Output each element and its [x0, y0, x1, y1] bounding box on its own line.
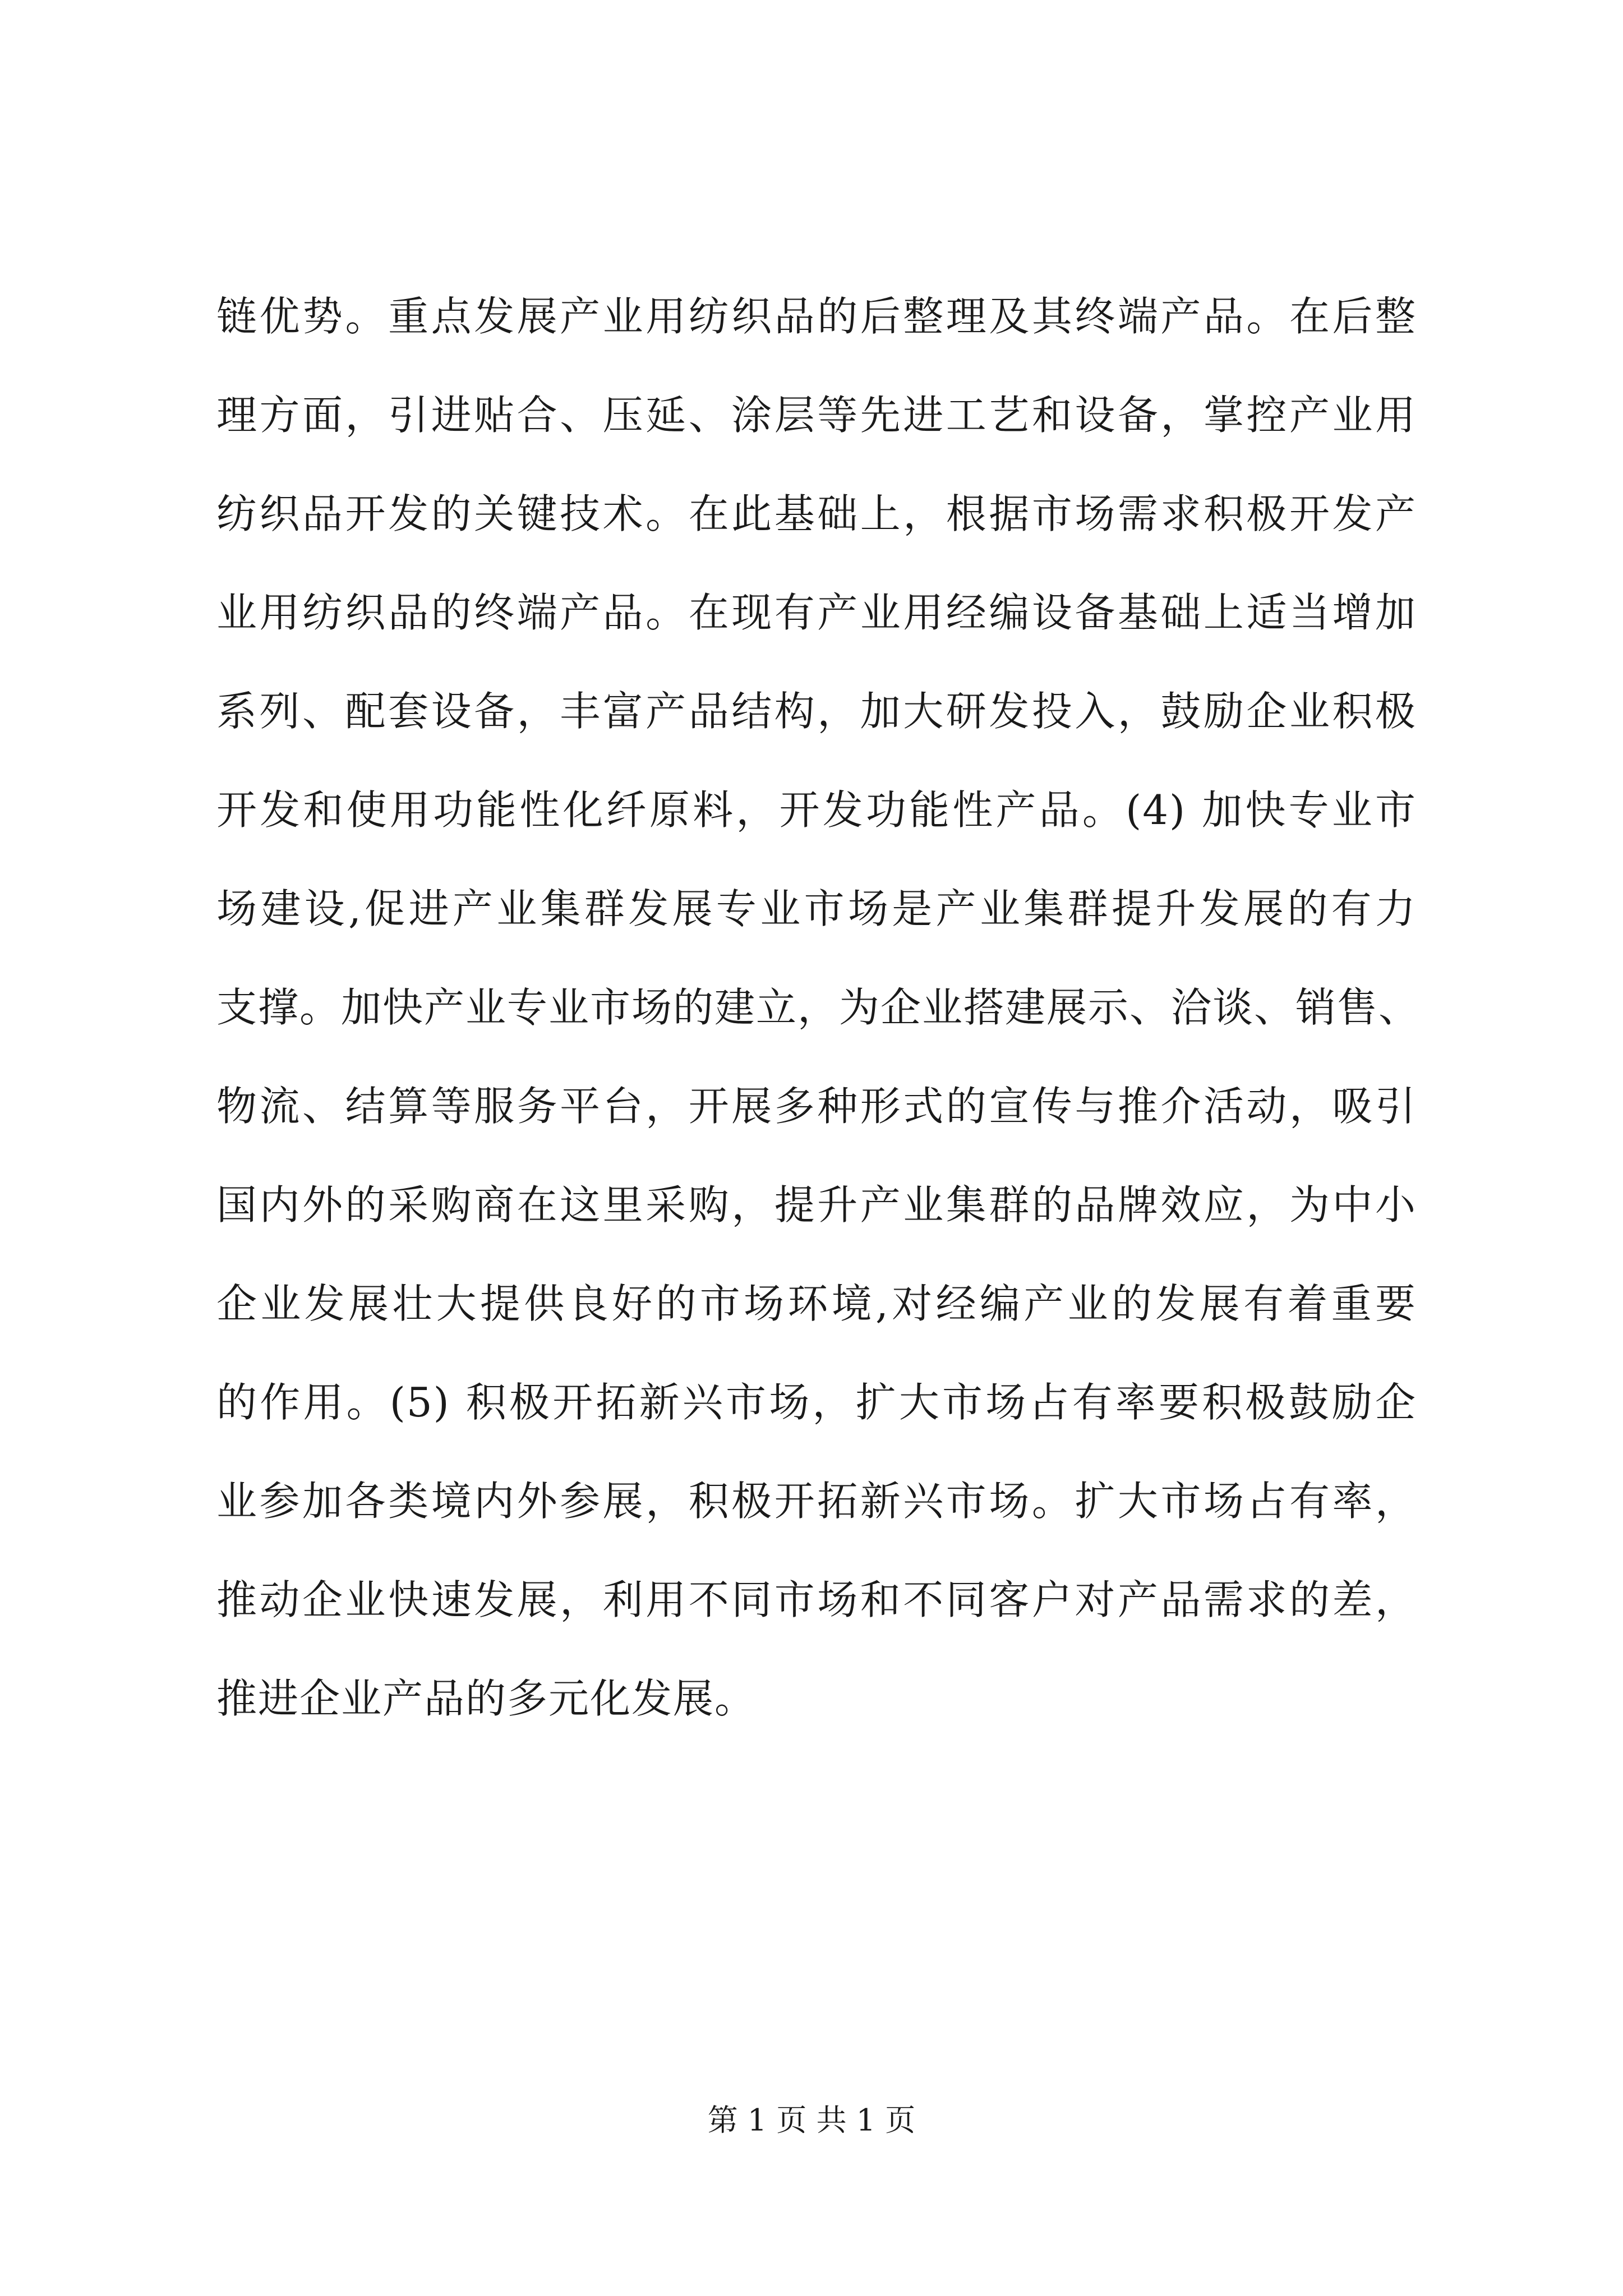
text-line-2: 理方面，引进贴合、压延、涂层等先进工艺和设备，掌控产业用 — [216, 392, 1417, 439]
text-line-10: 国内外的采购商在这里采购，提升产业集群的品牌效应，为中小 — [216, 1181, 1417, 1228]
text-line-5: 系列、配套设备，丰富产品结构，加大研发投入，鼓励企业积极 — [216, 688, 1417, 735]
text-line-13: 业参加各类境内外参展，积极开拓新兴市场。扩大市场占有率， — [216, 1478, 1417, 1525]
text-line-9: 物流、结算等服务平台，开展多种形式的宣传与推介活动，吸引 — [216, 1083, 1417, 1130]
page-number-footer: 第 1 页 共 1 页 — [707, 2102, 916, 2138]
body-paragraph — [216, 267, 1421, 1748]
text-line-12: 的作用。(5) 积极开拓新兴市场，扩大市场占有率要积极鼓励企 — [216, 1379, 1417, 1426]
text-line-7: 场建设,促进产业集群发展专业市场是产业集群提升发展的有力 — [216, 885, 1417, 932]
text-line-4: 业用纺织品的终端产品。在现有产业用经编设备基础上适当增加 — [216, 589, 1417, 636]
text-line-14: 推动企业快速发展，利用不同市场和不同客户对产品需求的差， — [216, 1576, 1417, 1623]
text-line-8: 支撑。加快产业专业市场的建立，为企业搭建展示、洽谈、销售、 — [216, 984, 1421, 1031]
text-line-6: 开发和使用功能性化纤原料，开发功能性产品。(4) 加快专业市 — [216, 786, 1417, 834]
text-line-15: 推进企业产品的多元化发展。 — [216, 1675, 757, 1722]
text-line-11: 企业发展壮大提供良好的市场环境,对经编产业的发展有着重要 — [216, 1280, 1417, 1327]
text-line-1: 链优势。重点发展产业用纺织品的后整理及其终端产品。在后整 — [216, 293, 1417, 340]
text-line-3: 纺织品开发的关键技术。在此基础上，根据市场需求积极开发产 — [216, 490, 1417, 537]
